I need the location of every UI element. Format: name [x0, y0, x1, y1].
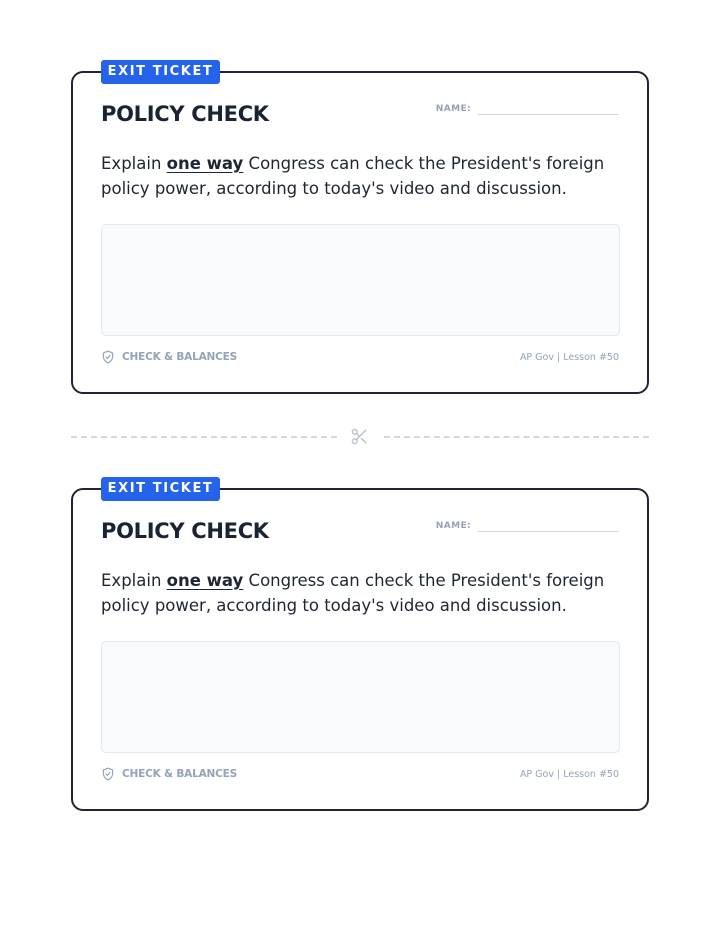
prompt-text-end: Congress can check the President's foreign policy power, according to today's video and discussion.	[101, 571, 605, 615]
cut-line-right	[384, 436, 649, 438]
name-label: NAME:	[435, 104, 471, 114]
ticket-prompt	[101, 151, 631, 201]
name-write-line[interactable]	[478, 521, 619, 532]
exit-ticket-tag: EXIT TICKET	[101, 60, 220, 84]
prompt-text-start: Explain	[101, 571, 167, 590]
exit-ticket-card	[71, 481, 649, 811]
ticket-prompt	[101, 568, 631, 618]
ticket-title: POLICY CHECK	[101, 102, 269, 126]
ticket-title: POLICY CHECK	[101, 519, 269, 543]
prompt-text-start: Explain	[101, 154, 167, 173]
shield-check-icon	[101, 767, 115, 781]
scissors-icon	[350, 427, 369, 446]
name-label: NAME:	[435, 521, 471, 531]
prompt-emphasis: one way	[166, 154, 244, 173]
name-write-line[interactable]	[478, 104, 619, 115]
cut-line-left	[71, 436, 337, 438]
prompt-emphasis: one way	[166, 571, 244, 590]
shield-check-icon	[101, 350, 115, 364]
course-label: AP Gov | Lesson #50	[519, 769, 619, 780]
footer-brand: CHECK & BALANCES	[122, 351, 237, 363]
name-field[interactable]	[436, 103, 619, 115]
prompt-text-end: Congress can check the President's foreign policy power, according to today's video and discussion.	[101, 154, 605, 198]
name-field[interactable]	[436, 520, 619, 532]
footer-brand-group	[101, 767, 237, 781]
footer-brand-group	[101, 350, 237, 364]
answer-box[interactable]	[101, 641, 620, 753]
exit-ticket-card	[71, 64, 649, 394]
answer-box[interactable]	[101, 224, 620, 336]
exit-ticket-tag: EXIT TICKET	[101, 477, 220, 501]
course-label: AP Gov | Lesson #50	[519, 352, 619, 363]
footer-brand: CHECK & BALANCES	[122, 768, 237, 780]
